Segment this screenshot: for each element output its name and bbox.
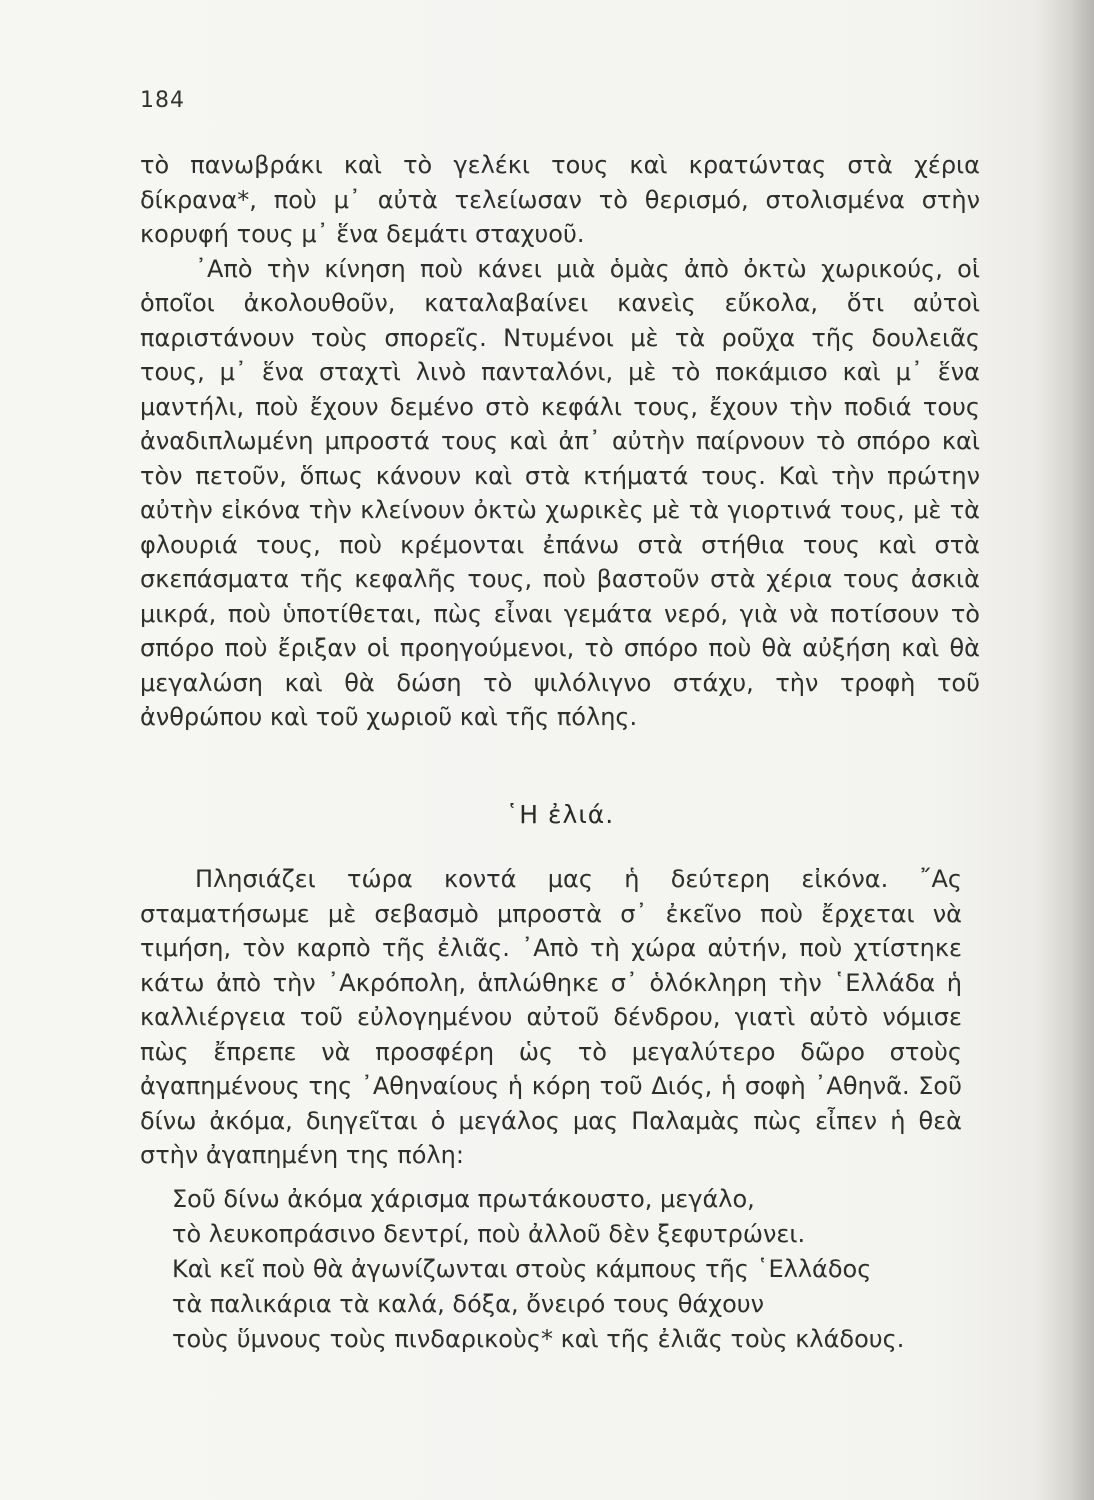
body-text-olive bbox=[140, 862, 962, 1173]
body-text-top bbox=[140, 148, 980, 735]
poem-quote bbox=[172, 1182, 962, 1357]
paragraph-sowers: ᾿Απὸ τὴν κίνηση ποὺ κάνει μιὰ ὁμὰς ἀπὸ ὀκτὼ χωρικούς, οἱ ὁποῖοι ἀκολουθοῦν, καταλαβαίνει κανεὶς εὔκολα, ὅτι αὐτοὶ παριστάνουν τοὺς σπορεῖς. Ντυμένοι μὲ τὰ ροῦχα τῆς δουλειᾶς τους, μ᾿ ἕνα σταχτὶ λινὸ πανταλόνι, μὲ τὸ ποκάμισο καὶ μ᾿ ἕνα μαντήλι, ποὺ ἔχουν δεμένο στὸ κεφάλι τους, ἔχουν τὴν ποδιά τους ἀναδιπλωμένη μπροστά τους καὶ ἀπ᾿ αὐτὴν παίρνουν τὸ σπόρο καὶ τὸν πετοῦν, ὅπως κάνουν καὶ στὰ κτήματά τους. Καὶ τὴν πρώτην αὐτὴν εἰκόνα τὴν κλείνουν ὀκτὼ χωρικὲς μὲ τὰ γιορτινά τους, μὲ τὰ φλουριά τους, ποὺ κρέμονται ἐπάνω στὰ στήθια τους καὶ στὰ σκεπάσματα τῆς κεφαλῆς τους, ποὺ βαστοῦν στὰ χέρια τους ἀσκιὰ μικρά, ποὺ ὑποτίθεται, πὼς εἶναι γεμάτα νερό, γιὰ νὰ ποτίσουν τὸ σπόρο ποὺ ἔριξαν οἱ προηγούμενοι, τὸ σπόρο ποὺ θὰ αὐξήση καὶ θὰ μεγαλώση καὶ θὰ δώση τὸ ψιλόλιγνο στάχυ, τὴν τροφὴ τοῦ ἀνθρώπου καὶ τοῦ χωριοῦ καὶ τῆς πόλης. bbox=[140, 254, 980, 731]
poem-line: Σοῦ δίνω ἀκόμα χάρισμα πρωτάκουστο, μεγάλο, bbox=[172, 1185, 755, 1213]
poem-line: τὰ παλικάρια τὰ καλά, δόξα, ὄνειρό τους θάχουν bbox=[172, 1290, 765, 1318]
paragraph-olive: Πλησιάζει τώρα κοντά μας ἡ δεύτερη εἰκόνα. ῎Ας σταματήσωμε μὲ σεβασμὸ μπροστὰ σ᾿ ἐκεῖνο ποὺ ἔρχεται νὰ τιμήση, τὸν καρπὸ τῆς ἐλιᾶς. ᾿Απὸ τὴ χώρα αὐτήν, ποὺ χτίστηκε κάτω ἀπὸ τὴν ᾿Ακρόπολη, ἁπλώθηκε σ᾿ ὁλόκληρη τὴν ῾Ελλάδα ἡ καλλιέργεια τοῦ εὐλογημένου αὐτοῦ δένδρου, γιατὶ αὐτὸ νόμισε πὼς ἔπρεπε νὰ προσφέρη ὡς τὸ μεγαλύτερο δῶρο στοὺς ἀγαπημένους της ᾿Αθηναίους ἡ κόρη τοῦ Διός, ἡ σοφὴ ᾿Αθηνᾶ. Σοῦ δίνω ἀκόμα, διηγεῖται ὁ μεγάλος μας Παλαμὰς πὼς εἶπεν ἡ θεὰ στὴν ἀγαπημένη της πόλη: bbox=[140, 865, 962, 1169]
section-heading: ῾Η ἐλιά. bbox=[505, 800, 615, 829]
page-edge-shadow bbox=[1034, 0, 1094, 1500]
poem-line: τοὺς ὕμνους τοὺς πινδαρικοὺς* καὶ τῆς ἐλιᾶς τοὺς κλάδους. bbox=[172, 1325, 905, 1353]
paragraph-continuation: τὸ πανωβράκι καὶ τὸ γελέκι τους καὶ κρατώντας στὰ χέρια δίκρανα*, ποὺ μ᾿ αὐτὰ τελείωσαν τὸ θερισμό, στολισμένα στὴν κορυφή τους μ᾿ ἕνα δεμάτι σταχυοῦ. bbox=[140, 151, 980, 248]
poem-line: Καὶ κεῖ ποὺ θὰ ἀγωνίζωνται στοὺς κάμπους τῆς ῾Ελλάδος bbox=[172, 1255, 872, 1283]
page-number: 184 bbox=[140, 88, 185, 113]
poem-line: τὸ λευκοπράσινο δεντρί, ποὺ ἀλλοῦ δὲν ξεφυτρώνει. bbox=[172, 1220, 806, 1248]
